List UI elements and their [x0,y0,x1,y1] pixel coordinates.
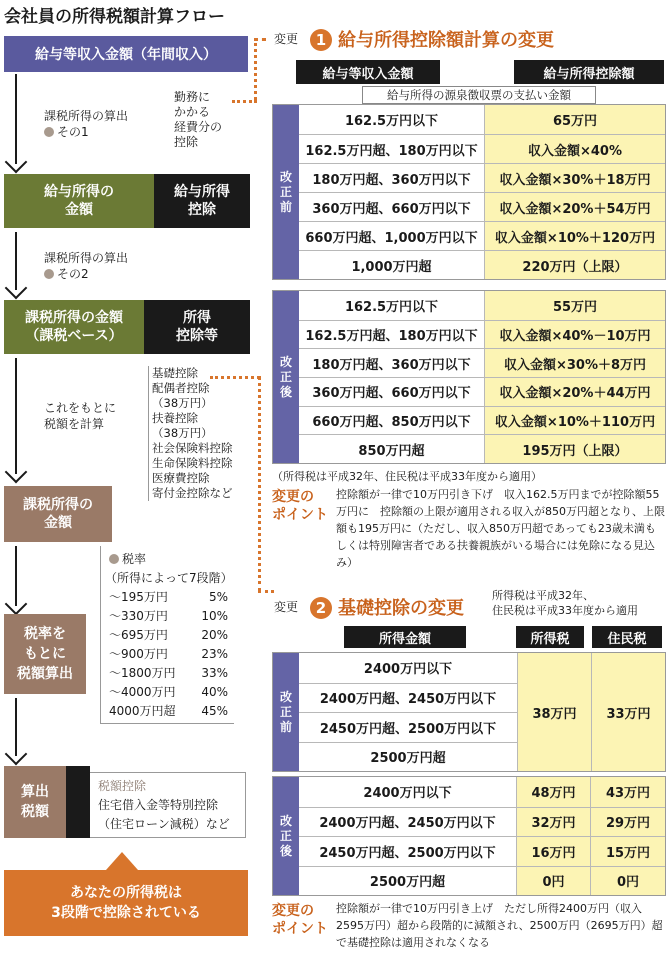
income-range-cell: 2450万円超、2500万円以下 [299,837,517,866]
bullet-icon [109,554,119,564]
income-range-cell: 2500万円超 [299,867,517,896]
deduction-item: 医療費控除 [152,471,210,485]
rate-row [109,664,234,683]
bullet-icon [44,127,54,137]
table-row [299,377,665,406]
taxable-base-box [4,300,144,354]
rate-bracket: 4000万円超 [109,704,176,718]
salary-deduction-label: 給与所得 [174,184,230,200]
income-deduction-label: 控除等 [176,328,218,344]
income-range-cell: 360万円超、660万円以下 [299,193,485,221]
income-range-cell: 1,000万円超 [299,251,485,279]
table-row [299,434,665,463]
deduction-item: 扶養控除 [152,411,198,425]
connector-line [210,376,260,379]
taxable-amount-box [4,486,112,542]
table-row [299,320,665,349]
section1-title-text: 給与所得控除額計算の変更 [338,30,554,51]
table-row [299,683,517,713]
income-deduction-box [144,300,250,354]
income-range-cell: 180万円超、360万円以下 [299,349,485,377]
calculated-tax-box [4,766,66,838]
deduction-cell: 195万円（上限） [485,435,665,463]
deduction-cell: 収入金額×30%＋8万円 [485,349,665,377]
change-label: 変更 [274,32,299,46]
down-arrow-icon [6,546,26,612]
deduction-item: （38万円） [152,396,213,410]
income-range-cell: 360万円超、660万円以下 [299,378,485,406]
before-label: 改 正 前 [273,653,299,771]
table-row [299,866,665,896]
resident-tax-cell: 0円 [591,867,665,896]
calc-note-3: これをもとに 税額を計算 [44,401,117,431]
tax-rate-table [100,546,234,724]
rate-calc-box [4,614,86,694]
expense-note [174,90,222,150]
resident-tax-cell: 15万円 [591,837,665,866]
rate-row [109,626,234,645]
deduction-cell: 収入金額×10%＋120万円 [485,222,665,250]
deduction-cell: 55万円 [485,291,665,320]
rate-row [109,683,234,702]
rate-bracket: ～195万円 [109,590,168,604]
salary-income-label: 金額 [65,202,93,218]
income-range-cell: 2400万円超、2450万円以下 [299,684,517,713]
rate-percent: 23% [201,647,228,661]
rate-percent: 5% [208,590,228,604]
s2-applies-note: 所得税は平成32年、 住民税は平成33年度から適用 [492,589,638,617]
expense-line: 勤務に [174,90,211,104]
rate-percent: 20% [201,628,228,642]
taxable-amount-label: 課税所得の [23,497,93,513]
deduction-cell: 収入金額×40% [485,135,665,163]
s2-before-resident-tax: 33万円 [591,653,665,771]
rates-title: 税率 [122,552,147,566]
table-row [299,192,665,221]
gross-income-label: 給与等収入金額（年間収入） [35,47,217,63]
rate-calc-label: 税率を [24,626,66,642]
resident-tax-cell: 29万円 [591,808,665,837]
s2-before-income-tax: 38万円 [517,653,591,771]
tax-credit-line: （住宅ローン減税）など [98,817,230,831]
expense-line: 経費分の [174,120,223,134]
income-range-cell: 162.5万円以下 [299,291,485,320]
rate-bracket: ～900万円 [109,647,168,661]
deduction-cell: 収入金額×20%＋44万円 [485,378,665,406]
income-range-cell: 2400万円超、2450万円以下 [299,808,517,837]
rate-percent: 45% [201,704,228,718]
calc-note-1: 課税所得の算出 その1 [44,109,129,139]
resident-tax-cell: 43万円 [591,777,665,807]
deduction-item: 社会保険料控除 [152,441,233,455]
conclusion-line: あなたの所得税は [70,885,182,901]
tax-credit-title: 税額控除 [98,779,147,793]
income-range-cell: 162.5万円超、180万円以下 [299,321,485,349]
rate-calc-label: 税額算出 [17,666,73,682]
income-range-cell: 180万円超、360万円以下 [299,164,485,192]
deduction-cell: 収入金額×40%－10万円 [485,321,665,349]
table-row [299,653,517,683]
s2-after-table [272,776,666,896]
change-label: 変更 [274,600,299,614]
rate-calc-label: もとに [24,646,66,662]
tax-credit-marker [66,766,90,838]
after-label: 改 正 後 [273,291,299,463]
s1-subhead: 給与所得の源泉徴収票の支払い金額 [362,86,596,104]
connector-line [258,590,274,593]
income-deduction-label: 所得 [183,310,211,326]
expense-line: かかる [174,105,211,119]
section2-title-text: 基礎控除の変更 [338,598,464,619]
table-row [299,134,665,163]
down-arrow-icon [6,698,26,762]
table-row [299,406,665,435]
bullet-icon [44,269,54,279]
deduction-cell: 65万円 [485,105,665,134]
table-row [299,712,517,742]
deduction-cell: 収入金額×20%＋54万円 [485,193,665,221]
deduction-item: 寄付金控除など [152,486,233,500]
tax-credit-line: 住宅借入金等特別控除 [98,798,219,812]
table-row [299,348,665,377]
section2-title [310,594,464,620]
expense-line: 控除 [174,135,199,149]
rate-row [109,588,234,607]
s2-head-income-tax: 所得税 [516,626,584,648]
callout-pointer [106,852,138,870]
connector-line [254,38,266,100]
after-label: 改 正 後 [273,777,299,895]
s2-head-income: 所得金額 [344,626,466,648]
salary-deduction-box [154,174,250,228]
before-label: 改 正 前 [273,105,299,279]
s1-point-label: 変更の ポイント [272,489,328,523]
calculated-tax-label: 税額 [21,804,49,820]
income-tax-cell: 32万円 [517,808,591,837]
s2-head-resident-tax: 住民税 [592,626,662,648]
income-tax-cell: 0円 [517,867,591,896]
down-arrow-icon [6,232,26,296]
income-range-cell: 2450万円超、2500万円以下 [299,713,517,742]
table-row [299,291,665,320]
rate-bracket: ～4000万円 [109,685,176,699]
table-row [299,836,665,866]
s2-before-table [272,652,666,772]
rate-percent: 40% [201,685,228,699]
page-title: 会社員の所得税額計算フロー [4,7,225,27]
connector-line [258,376,261,592]
conclusion-box [4,870,248,936]
income-range-cell: 660万円超、1,000万円以下 [299,222,485,250]
deduction-item: （38万円） [152,426,213,440]
deduction-item: 配偶者控除 [152,381,210,395]
income-tax-cell: 48万円 [517,777,591,807]
calculated-tax-label: 算出 [21,784,49,800]
salary-income-label: 給与所得の [44,184,114,200]
salary-deduction-label: 控除 [188,202,216,218]
s1-applies-note: （所得税は平成32年、住民税は平成33年度から適用） [272,470,542,483]
table-row [299,807,665,837]
s1-after-table [272,290,666,464]
deduction-cell: 収入金額×10%＋110万円 [485,407,665,435]
deduction-cell: 220万円（上限） [485,251,665,279]
rate-row [109,607,234,626]
rate-row [109,645,234,664]
income-range-cell: 162.5万円以下 [299,105,485,134]
table-row [299,250,665,279]
taxable-amount-label: 金額 [44,515,72,531]
s1-before-table [272,104,666,280]
connector-line [232,100,257,103]
rate-row [109,702,234,721]
income-range-cell: 2400万円以下 [299,653,517,683]
income-range-cell: 850万円超 [299,435,485,463]
income-range-cell: 162.5万円超、180万円以下 [299,135,485,163]
deduction-cell: 収入金額×30%＋18万円 [485,164,665,192]
rate-bracket: ～695万円 [109,628,168,642]
rate-bracket: ～1800万円 [109,666,176,680]
s2-point-text: 控除額が一律で10万円引き上げ ただし所得2400万円（収入2595万円）超から段階的に減額され、2500万円（2695万円）超で基礎控除は適用されなくなる [336,902,663,949]
taxable-base-label: （課税ベース） [25,328,123,344]
deduction-item: 生命保険料控除 [152,456,233,470]
rate-bracket: ～330万円 [109,609,168,623]
rate-percent: 10% [201,609,228,623]
calc-note-2: 課税所得の算出 その2 [44,251,129,281]
table-row [299,777,665,807]
table-row [299,163,665,192]
conclusion-line: 3段階で控除されている [51,905,201,921]
rates-subtitle: （所得によって7段階） [105,571,233,585]
down-arrow-icon [6,358,26,480]
income-range-cell: 2400万円以下 [299,777,517,807]
income-range-cell: 2500万円超 [299,743,517,772]
tax-credit-note [90,772,246,838]
s1-head-right: 給与所得控除額 [514,60,664,84]
deduction-item: 基礎控除 [152,366,198,380]
income-range-cell: 660万円超、850万円以下 [299,407,485,435]
table-row [299,105,665,134]
taxable-base-label: 課税所得の金額 [25,310,123,326]
number-badge-icon: 2 [310,597,332,619]
table-row [299,742,517,772]
down-arrow-icon [6,74,26,170]
rate-percent: 33% [201,666,228,680]
salary-income-box [4,174,154,228]
deduction-list [148,366,233,501]
s2-point-label: 変更の ポイント [272,903,328,937]
gross-income-box [4,36,248,72]
number-badge-icon: 1 [310,29,332,51]
s1-point-text: 控除額が一律で10万円引き下げ 収入162.5万円までが控除額55万円に 控除額の上限が適用される収入が850万円超となり、上限額も195万円に（ただし、収入850万円超であっても23歳未満もしくは特別障害者である扶養親族がいる場合には免除になる見込み） [336,488,665,569]
income-tax-cell: 16万円 [517,837,591,866]
table-row [299,221,665,250]
s1-head-left: 給与等収入金額 [296,60,440,84]
section1-title [310,26,554,52]
